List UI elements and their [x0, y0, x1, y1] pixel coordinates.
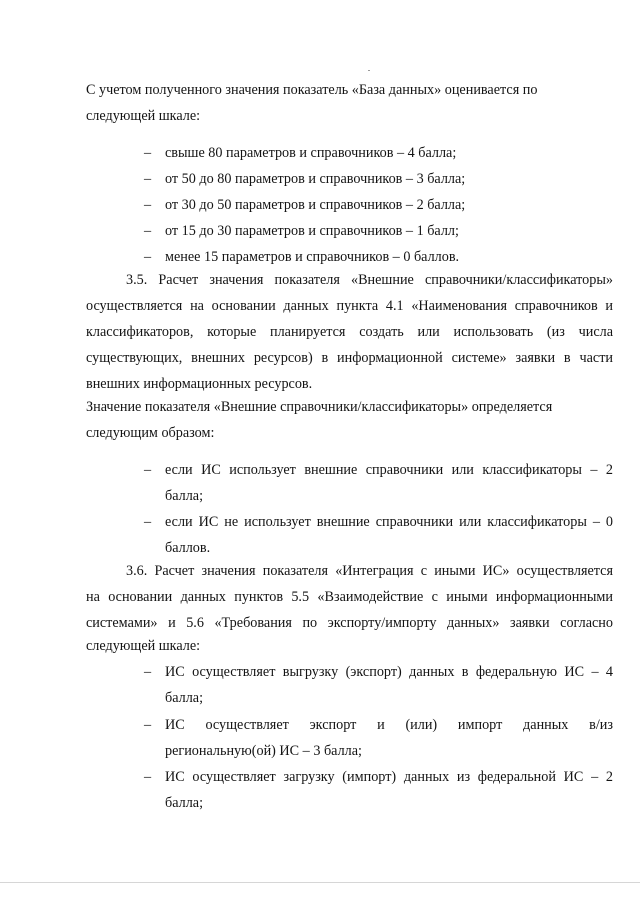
paragraph-line: С учетом полученного значения показатель «База данных» оценивается по [86, 82, 538, 98]
list-dash: – [144, 514, 152, 530]
list-item: от 30 до 50 параметров и справочников – 2 балла; [165, 197, 466, 213]
list-item: если ИС использует внешние справочники или классификаторы – 2 [165, 462, 613, 478]
list-item: ИС осуществляет выгрузку (экспорт) данных в федеральную ИС – 4 [165, 664, 613, 680]
paragraph-line: системами» и 5.6 «Требования по экспорту/импорту данных» заявки согласно [86, 615, 613, 631]
paragraph-line: Значение показателя «Внешние справочники/классификаторы» определяется [86, 399, 553, 415]
list-dash: – [144, 717, 152, 733]
list-dash: – [144, 664, 152, 680]
paragraph-line: следующим образом: [86, 425, 215, 441]
list-item: от 50 до 80 параметров и справочников – 3 балла; [165, 171, 466, 187]
list-item: свыше 80 параметров и справочников – 4 балла; [165, 145, 457, 161]
list-item-continuation: балла; [165, 690, 204, 706]
paragraph-line: 3.5. Расчет значения показателя «Внешние справочники/классификаторы» [126, 272, 613, 288]
list-item: от 15 до 30 параметров и справочников – 1 балл; [165, 223, 459, 239]
speck [368, 70, 370, 71]
list-dash: – [144, 223, 152, 239]
list-dash: – [144, 197, 152, 213]
list-item: если ИС не использует внешние справочники или классификаторы – 0 [165, 514, 613, 530]
list-item-continuation: региональную(ой) ИС – 3 балла; [165, 743, 363, 759]
paragraph-line: классификаторов, которые планируется создать или использовать (из числа [86, 324, 613, 340]
list-item: ИС осуществляет загрузку (импорт) данных из федеральной ИС – 2 [165, 769, 613, 785]
list-dash: – [144, 145, 152, 161]
list-item: ИС осуществляет экспорт и (или) импорт данных в/из [165, 717, 613, 733]
list-item-continuation: балла; [165, 488, 204, 504]
list-dash: – [144, 249, 152, 265]
page-bottom-divider [0, 882, 640, 883]
paragraph-line: на основании данных пунктов 5.5 «Взаимодействие с иными информационными [86, 589, 613, 605]
list-item-continuation: баллов. [165, 540, 211, 556]
list-item-continuation: балла; [165, 795, 204, 811]
list-dash: – [144, 171, 152, 187]
paragraph-line: внешних информационных ресурсов. [86, 376, 313, 392]
paragraph-line: 3.6. Расчет значения показателя «Интеграция с иными ИС» осуществляется [126, 563, 613, 579]
list-dash: – [144, 462, 152, 478]
paragraph-line: следующей шкале: [86, 638, 201, 654]
paragraph-line: существующих, внешних ресурсов) в информационной системе» заявки в части [86, 350, 613, 366]
paragraph-line: осуществляется на основании данных пункта 4.1 «Наименования справочников и [86, 298, 613, 314]
list-dash: – [144, 769, 152, 785]
list-item: менее 15 параметров и справочников – 0 баллов. [165, 249, 460, 265]
paragraph-line: следующей шкале: [86, 108, 201, 124]
